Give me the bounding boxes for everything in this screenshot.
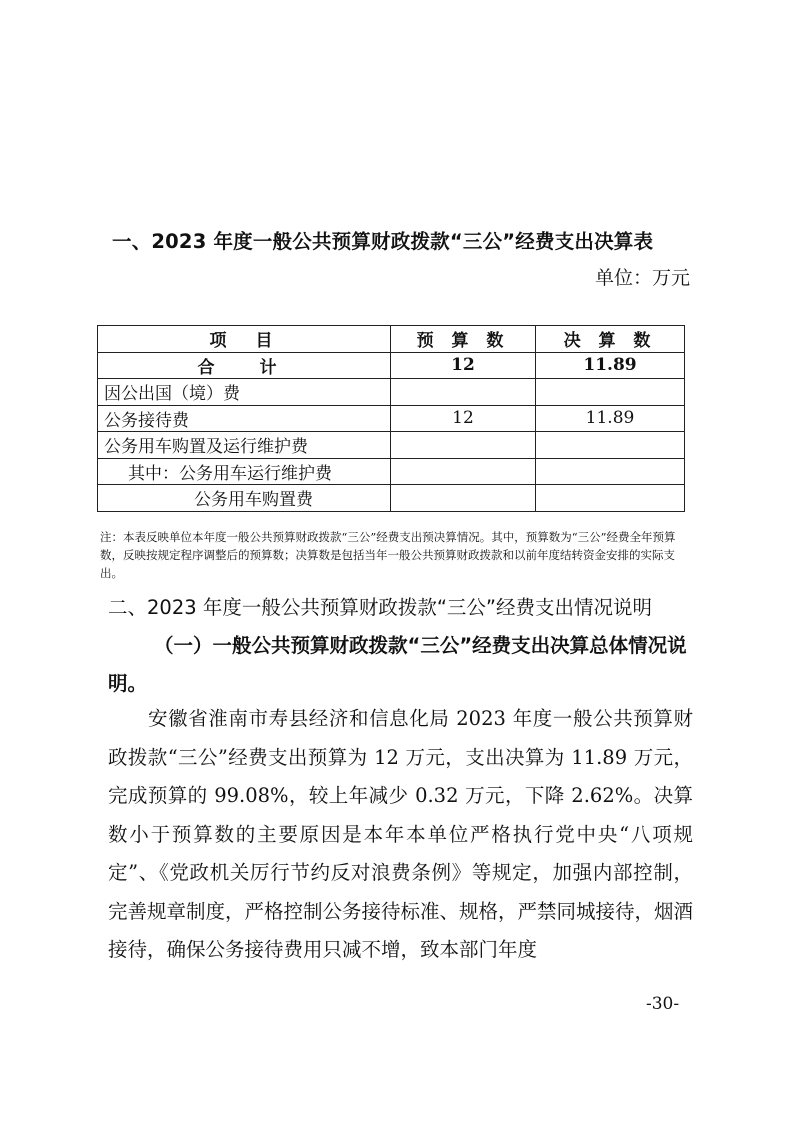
section2-heading: 二、2023 年度一般公共预算财政拨款“三公”经费支出情况说明 [108,596,653,619]
table-row [98,379,685,406]
row-actual [536,432,685,459]
header-budget: 预 算 数 [391,326,536,353]
unit-label: 单位：万元 [594,267,690,289]
row-budget [391,485,536,512]
row-budget [391,458,536,485]
table-header-row [98,326,685,353]
table-row [98,485,685,512]
table-title: 一、2023 年度一般公共预算财政拨款“三公”经费支出决算表 [112,230,654,253]
row-actual [536,379,685,406]
row-label: 其中：公务用车运行维护费 [98,458,391,485]
row-budget [391,432,536,459]
row-label: 公务接待费 [98,405,391,432]
page-number: -30- [646,994,680,1014]
row-label: 因公出国（境）费 [98,379,391,406]
header-item: 项 目 [98,326,391,353]
header-actual: 决 算 数 [536,326,685,353]
table-row [98,458,685,485]
total-actual: 11.89 [536,352,685,379]
row-actual: 11.89 [536,405,685,432]
row-label: 公务用车购置费 [98,485,391,512]
row-actual [536,458,685,485]
total-label: 合 计 [98,352,391,379]
table-note: 注：本表反映单位本年度一般公共预算财政拨款“三公”经费支出预决算情况。其中，预算数为“三公”经费全年预算数，反映按规定程序调整后的预算数；决算数是包括当年一般公共预算财政拨款和以前年度结转资金安排的实际支出。 [100,530,676,580]
row-budget: 12 [391,405,536,432]
body-paragraph: 安徽省淮南市寿县经济和信息化局 2023 年度一般公共预算财政拨款“三公”经费支出预算为 12 万元，支出决算为 11.89 万元，完成预算的 99.08%，较上年减少 0.32 万元，下降 2.62%。决算数小于预算数的主要原因是本年本单位严格执行党中央“八项规定”、《党政机关厉行节约反对浪费条例》等规定，加强内部控制，完善规章制度，严格控制公务接待标准、规格，严禁同城接待，烟酒接待，确保公务接待费用只减不增，致本部门年度 [108,707,694,961]
row-actual [536,485,685,512]
row-label: 公务用车购置及运行维护费 [98,432,391,459]
row-budget [391,379,536,406]
subsection1-heading: （一）一般公共预算财政拨款“三公”经费支出决算总体情况说明。 [108,634,687,695]
table-row [98,405,685,432]
total-budget: 12 [391,352,536,379]
table-row [98,432,685,459]
table-row-total [98,352,685,379]
three-public-expenses-table [97,325,685,512]
